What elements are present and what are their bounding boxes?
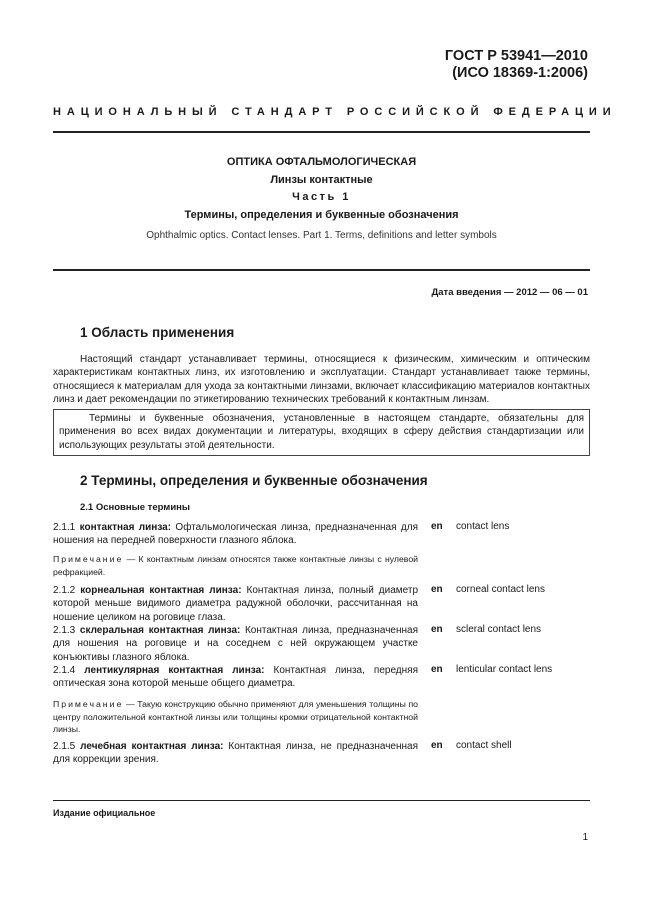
header-rule [53,131,590,133]
footer-rule [53,800,590,801]
term-definition: Контактная линза, не предназначенная для коррекции зрения. [53,741,418,766]
term-definition: Офтальмологическая линза, предназначенная для ношения на передней поверхности глазного яблока. [53,522,418,547]
term-number: 2.1.2 [53,585,76,596]
english-equivalent: corneal contact lens [456,584,545,595]
subsection-heading: 2.1 Основные термины [80,502,191,513]
term-name: лечебная контактная линза: [80,741,224,752]
section-2-heading: 2 Термины, определения и буквенные обозначения [80,473,428,488]
official-edition-label: Издание официальное [53,808,156,818]
term-number: 2.1.4 [53,665,76,676]
term-name: лентикулярная контактная линза: [84,665,265,676]
term-number: 2.1.3 [53,625,76,636]
term-entry [53,584,418,624]
term-name: склеральная контактная линза: [79,625,241,636]
title-line-2: Линзы контактные [270,173,373,186]
term-note [53,698,418,736]
english-equivalent: contact lens [456,521,510,532]
english-title: Ophthalmic optics. Contact lenses. Part 1. Terms, definitions and letter symbols [146,230,497,241]
note-label: Примечание [53,554,124,564]
note-label: Примечание [53,699,124,709]
document-title [53,154,590,224]
term-definition: Контактная линза, полный диаметр которой меньше видимого диаметра радужной оболочки, рассчитанная на ношение целиком на роговице глаза. [53,585,419,623]
section-1-paragraph [53,353,590,406]
section-1-heading: 1 Область применения [80,325,235,340]
term-entry [53,664,418,691]
term-entry [53,521,418,548]
term-number: 2.1.5 [53,741,76,752]
english-equivalent: lenticular contact lens [456,664,553,675]
note-text: — Такую конструкцию обычно применяют для уменьшения толщины по центру положительной контактной линзы или толщины кромки отрицательной контактной линзы. [53,699,418,734]
language-code: en [431,624,443,635]
section-1-text: Настоящий стандарт устанавливает термины, относящиеся к физическим, химическим и оптическим характеристикам контактных линз, их изготовлению и эксплуатации. Стандарт устанавливает также термины, относящиеся к материалам для ухода за контактными линзами, включает классификацию материалов контактных линз и дает рекомендации по этикетированию технических требований к контактным линзам. [53,354,590,405]
language-code: en [431,521,443,532]
iso-number: (ИСО 18369-1:2006) [452,65,588,81]
term-name: корнеальная контактная линза: [80,585,242,596]
boxed-text: Термины и буквенные обозначения, установленные в настоящем стандарте, обязательны для применения во всех видах документации и литературы, входящих в сферу действия стандартизации или использующих результаты этой деятельности. [59,413,584,451]
language-code: en [431,740,443,751]
language-code: en [431,584,443,595]
term-definition: Контактная линза, передняя оптическая зона которой меньше общего диаметра. [53,665,418,690]
language-code: en [431,664,443,675]
english-equivalent: contact shell [456,740,512,751]
term-entry [53,624,418,664]
national-standard-banner: НАЦИОНАЛЬНЫЙ СТАНДАРТ РОССИЙСКОЙ ФЕДЕРАЦИИ [53,106,617,118]
term-definition: Контактная линза, предназначенная для ношения на роговице и на соседнем с ней окружающем участке конъюктивы глазного яблока. [53,625,418,663]
title-line-3: Часть 1 [292,191,351,203]
section-1-boxed-note [53,409,590,456]
gost-number: ГОСТ Р 53941—2010 [444,48,588,64]
document-code [445,48,588,82]
note-text: — К контактным линзам относятся также контактные линзы с нулевой рефракцией. [53,554,418,577]
title-rule [53,269,590,271]
term-note [53,553,418,578]
term-entry [53,740,418,767]
page-number: 1 [582,832,588,843]
term-number: 2.1.1 [53,522,76,533]
date-of-introduction: Дата введения — 2012 — 06 — 01 [431,287,588,298]
title-line-4: Термины, определения и буквенные обозначения [184,208,459,221]
term-name: контактная линза: [79,522,172,533]
title-line-1: ОПТИКА ОФТАЛЬМОЛОГИЧЕСКАЯ [226,156,417,168]
english-equivalent: scleral contact lens [456,624,542,635]
